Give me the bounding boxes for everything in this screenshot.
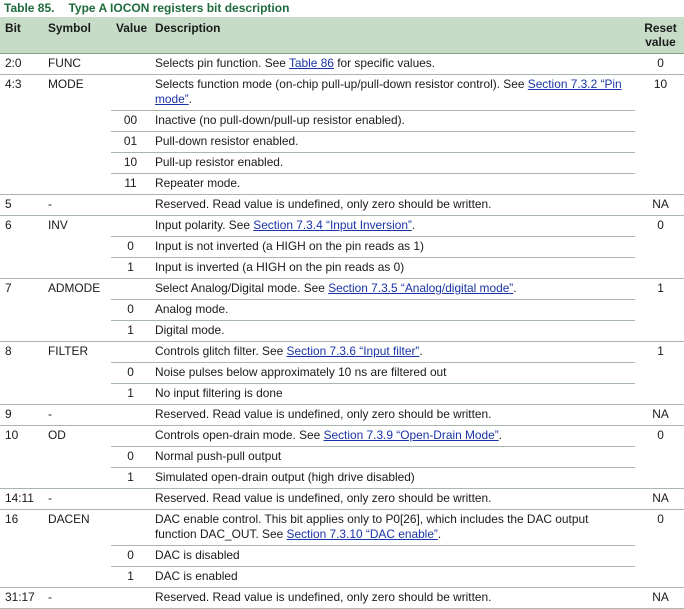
desc-text: Input polarity. See [155,218,254,232]
desc-text: . [419,344,423,358]
desc-text: Controls open-drain mode. See [155,428,324,442]
cell-symbol: - [43,489,111,510]
desc-text: Selects pin function. See [155,56,289,70]
table-row [0,567,684,588]
table-row [0,363,684,384]
cell-value: 01 [111,132,150,153]
cell-bit: 31:17 [0,588,43,609]
cell-description: Simulated open-drain output (high drive disabled) [150,468,635,489]
table-row [0,174,684,195]
cell-value [111,75,150,111]
table-row [0,321,684,342]
table-header-row [0,17,684,54]
desc-text: Controls glitch filter. See [155,344,287,358]
table-row [0,405,684,426]
cell-description: DAC is enabled [150,567,635,588]
table-row [0,54,684,75]
table-row [0,75,684,111]
table-row [0,588,684,609]
cell-description [150,54,635,75]
cell-description [150,426,635,447]
desc-text: Selects function mode (on-chip pull-up/pull-down resistor control). See [155,77,528,91]
cell-value: 1 [111,384,150,405]
cell-reset: 10 [653,77,668,91]
cell-bit: 5 [0,195,43,216]
cell-value: 0 [111,546,150,567]
table-row [0,546,684,567]
table-row [0,258,684,279]
cell-reset: NA [635,195,684,216]
cell-bit: 9 [0,405,43,426]
cell-symbol: - [43,405,111,426]
cell-description [150,510,635,546]
desc-text: . [437,527,442,541]
cell-value: 0 [111,237,150,258]
cell-reset: 1 [657,281,664,295]
cell-bit: 6 [5,218,12,232]
cell-description: Input is not inverted (a HIGH on the pin reads as 1) [150,237,635,258]
table-row [0,384,684,405]
cell-description: Reserved. Read value is undefined, only zero should be written. [150,489,635,510]
cell-symbol: DACEN [48,512,90,526]
cell-description [150,279,635,300]
cell-reset: NA [635,405,684,426]
cell-description: Analog mode. [150,300,635,321]
cell-value: 1 [111,468,150,489]
cell-bit: 14:11 [0,489,43,510]
table-number: Table 85. [4,1,55,15]
cell-reset: 0 [657,512,664,526]
header-reset-value [635,17,684,54]
cell-description: Repeater mode. [150,174,635,195]
desc-text: . [513,281,517,295]
cell-value [111,54,150,75]
cell-value: 0 [111,300,150,321]
header-bit: Bit [0,17,43,54]
header-value: Value [111,17,150,54]
table-caption [4,1,289,15]
table-row [0,468,684,489]
cell-value: 1 [111,321,150,342]
cell-bit: 16 [5,512,19,526]
cell-description: Digital mode. [150,321,635,342]
cell-description: Pull-down resistor enabled. [150,132,635,153]
cell-bit: 2:0 [0,54,43,75]
header-symbol: Symbol [43,17,111,54]
table-row [0,111,684,132]
desc-text: DAC enable control. This bit applies only to P0[26], which includes the DAC output function DAC_OUT. See [155,512,589,541]
xref-link[interactable]: Section 7.3.9 “Open-Drain Mode” [323,428,499,442]
table-row [0,489,684,510]
cell-reset: 0 [635,54,684,75]
header-reset-line2: value [645,35,676,49]
header-reset-line1: Reset [644,21,677,35]
desc-text: . [498,428,503,442]
xref-link[interactable]: Section 7.3.4 “Input Inversion” [253,218,412,232]
cell-description: No input filtering is done [150,384,635,405]
table-title: Type A IOCON registers bit description [68,1,290,15]
table-row [0,510,684,546]
cell-symbol: OD [48,428,66,442]
cell-description: Input is inverted (a HIGH on the pin reads as 0) [150,258,635,279]
cell-bit: 7 [5,281,12,295]
cell-description: Reserved. Read value is undefined, only zero should be written. [150,588,635,609]
cell-value: 11 [111,174,150,195]
table-row [0,237,684,258]
cell-reset: NA [635,588,684,609]
table-row [0,153,684,174]
cell-bit: 10 [5,428,19,442]
table-row [0,216,684,237]
cell-value: 0 [111,447,150,468]
cell-symbol: INV [48,218,68,232]
cell-bit: 4:3 [5,77,22,91]
cell-bit: 8 [5,344,12,358]
table-row [0,300,684,321]
cell-value: 1 [111,567,150,588]
table-row [0,195,684,216]
cell-description [150,342,635,363]
iocon-bit-table [0,17,684,609]
table-row [0,132,684,153]
cell-reset: 0 [657,428,664,442]
cell-reset: 0 [657,218,664,232]
cell-value: 10 [111,153,150,174]
cell-symbol: ADMODE [48,281,101,295]
cell-description [150,75,635,111]
xref-link[interactable]: Table 86 [288,56,334,70]
desc-text: for specific values. [333,56,436,70]
cell-description: Reserved. Read value is undefined, only zero should be written. [150,195,635,216]
cell-symbol: FUNC [43,54,111,75]
cell-description: DAC is disabled [150,546,635,567]
cell-symbol: MODE [48,77,84,91]
cell-description: Pull-up resistor enabled. [150,153,635,174]
cell-description: Noise pulses below approximately 10 ns are filtered out [150,363,635,384]
cell-description: Normal push-pull output [150,447,635,468]
xref-link[interactable]: Section 7.3.10 “DAC enable” [286,527,438,541]
cell-symbol: FILTER [48,344,89,358]
table-row [0,279,684,300]
table-row [0,447,684,468]
cell-reset: NA [635,489,684,510]
cell-symbol: - [43,588,111,609]
table-row [0,426,684,447]
cell-symbol: - [43,195,111,216]
desc-text: Select Analog/Digital mode. See [155,281,329,295]
desc-text: . [411,218,416,232]
table-row [0,342,684,363]
cell-reset: 1 [657,344,664,358]
cell-value: 0 [111,363,150,384]
cell-description: Reserved. Read value is undefined, only zero should be written. [150,405,635,426]
xref-link[interactable]: Section 7.3.5 “Analog/digital mode” [328,281,514,295]
xref-link[interactable]: Section 7.3.6 “Input filter” [286,344,420,358]
cell-description [150,216,635,237]
desc-text: . [188,92,193,106]
cell-description: Inactive (no pull-down/pull-up resistor enabled). [150,111,635,132]
header-description: Description [150,17,635,54]
cell-value: 1 [111,258,150,279]
cell-value: 00 [111,111,150,132]
xref-link[interactable]: Section 7.3.2 “Pin mode” [155,77,622,106]
